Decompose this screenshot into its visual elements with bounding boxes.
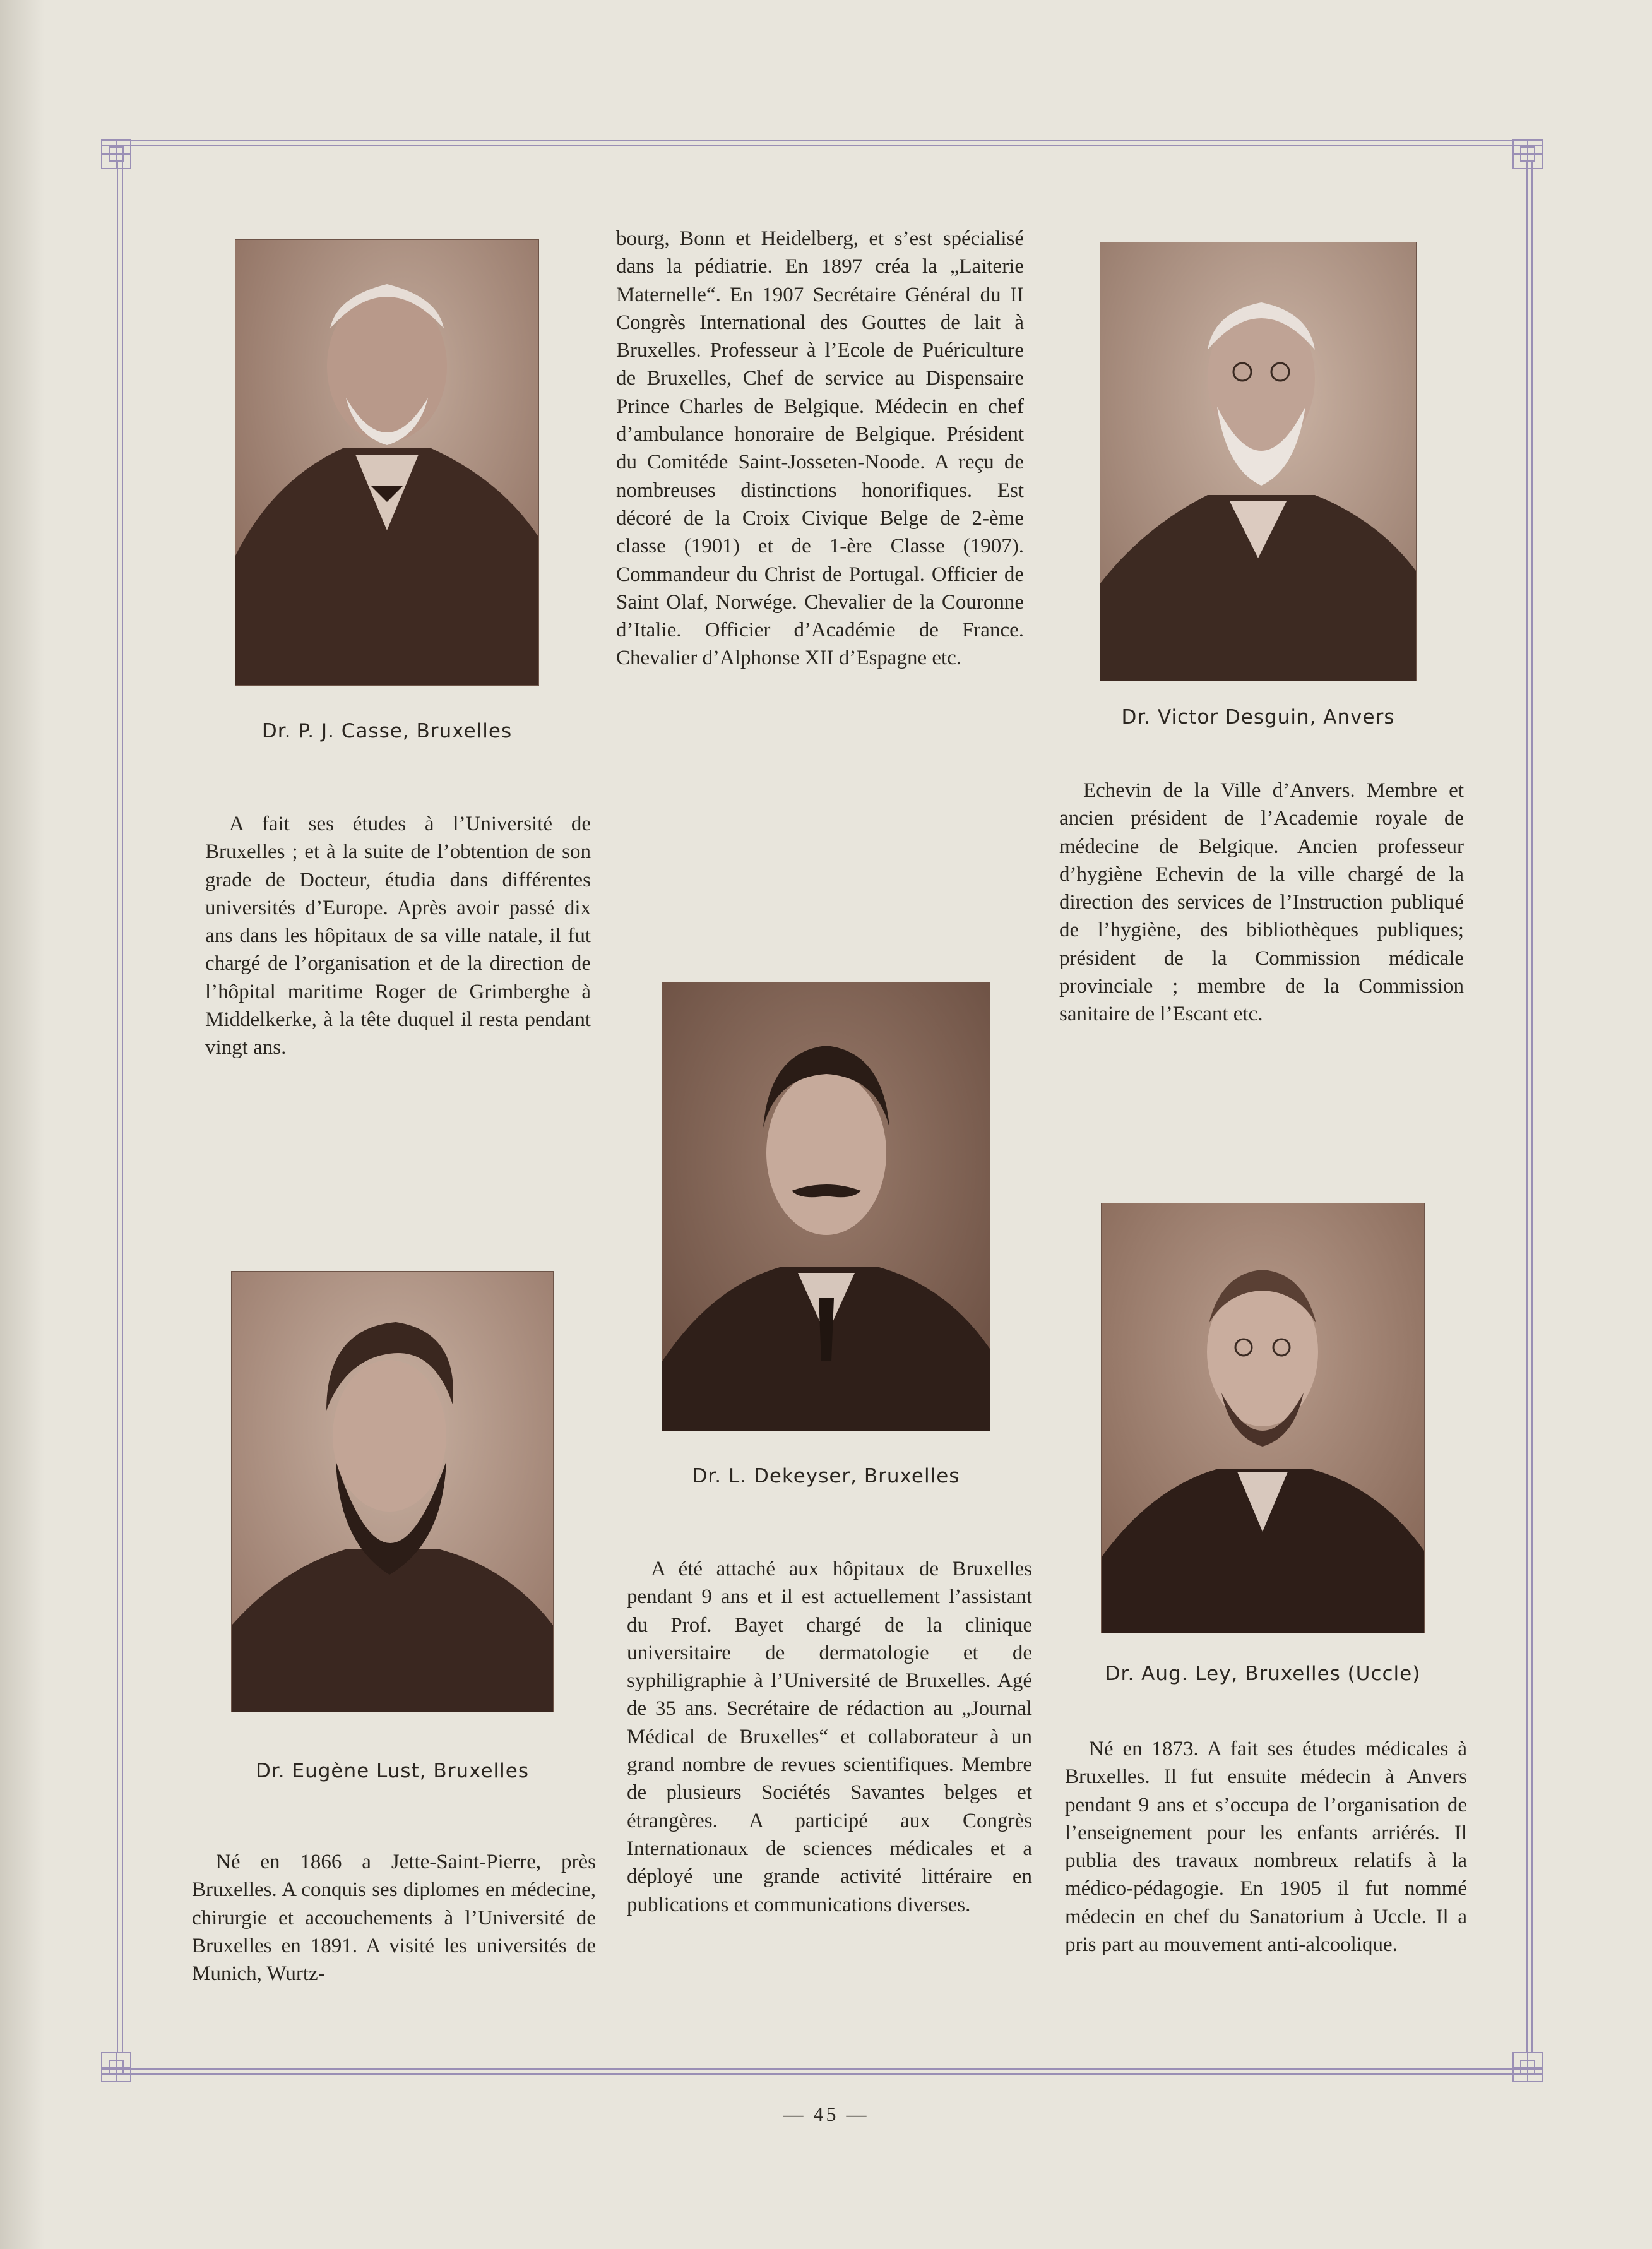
caption-desguin: Dr. Victor Desguin, Anvers xyxy=(1121,706,1395,729)
portrait-photo-desguin xyxy=(1100,242,1416,681)
page-number: — 45 — xyxy=(783,2103,869,2125)
bio-text-dekeyser: A été attaché aux hôpitaux de Bruxelles pendant 9 ans et il est actuellement l’assistant du Prof. Bayet chargé de la clinique universitaire de dermatologie et de syphiligraphie à l’Université de Bruxelles. Agé de 35 ans. Secrétaire de rédaction au „Journal Médical de Bruxelles“ et collaborateur à un grand nombre de revues scientifiques. Membre de plusieurs Sociétés Savantes belges et étrangères. A participé aux Congrès Internationaux de sciences médicales et a déployé une grande activité littéraire en publications et communications diverses. xyxy=(627,1558,1032,1916)
frame-corner-ornament xyxy=(101,2052,131,2082)
portrait-photo-ley xyxy=(1102,1203,1424,1633)
page-edge-shadow xyxy=(0,0,44,2249)
caption-casse: Dr. P. J. Casse, Bruxelles xyxy=(261,720,513,743)
portrait-photo-casse xyxy=(235,240,538,685)
portrait-photo-dekeyser xyxy=(662,982,990,1431)
caption-ley: Dr. Aug. Ley, Bruxelles (Uccle) xyxy=(1105,1662,1421,1685)
frame-corner-ornament xyxy=(101,139,131,169)
caption-lust: Dr. Eugène Lust, Bruxelles xyxy=(256,1760,529,1782)
caption-dekeyser: Dr. L. Dekeyser, Bruxelles xyxy=(692,1465,960,1488)
portrait-photo-lust xyxy=(232,1272,553,1712)
bio-text-lust: Né en 1866 a Jette-Saint-Pierre, près Bruxelles. A conquis ses diplomes en médecine, chirurgie et accouchements à l’Université de Bruxelles en 1891. A visité les universités de Munich, Wurtz- xyxy=(192,1851,596,1986)
bio-text-lust-continued: bourg, Bonn et Heidelberg, et s’est spécialisé dans la pédiatrie. En 1897 créa la „Laiterie Maternelle“. En 1907 Secrétaire Général du II Congrès International des Gouttes de lait à Bruxelles. Professeur à l’Ecole de Puériculture de Bruxelles, Chef de service au Dispensaire Prince Charles de Belgique. Médecin en chef d’ambulance honoraire de Belgique. Président du Comitéde Saint-Josseten-Noode. A reçu de nombreuses distinctions honorifiques. Est décoré de la Croix Civique Belge de 2-ème classe (1901) et de 1-ère Classe (1907). Commandeur du Christ de Portugal. Officier de Saint Olaf, Norwége. Chevalier de la Couronne d’Italie. Officier d’Académie de France. Chevalier d’Alphonse XII d’Espagne etc. xyxy=(616,227,1024,670)
frame-corner-ornament xyxy=(1512,139,1543,169)
bio-text-casse: A fait ses études à l’Université de Bruxelles ; et à la suite de l’obtention de son grade de Docteur, étudia dans différentes universités d’Europe. Après avoir passé dix ans dans les hôpitaux de sa ville natale, il fut chargé de l’organisation et de la direction de l’hôpital maritime Roger de Grimberghe à Middelkerke, à la tête duquel il resta pendant vingt ans. xyxy=(205,813,591,1059)
frame-corner-ornament xyxy=(1512,2052,1543,2082)
bio-text-ley: Né en 1873. A fait ses études médicales à Bruxelles. Il fut ensuite médecin à Anvers pendant 9 ans et s’occupa de l’organisation de l’enseignement pour les enfants arriérés. Il publia des travaux nombreux relatifs à la médico-pédagogie. En 1905 il fut nommé médecin en chef du Sanatorium à Uccle. Il a pris part au mouvement anti-alcoolique. xyxy=(1065,1738,1467,1957)
bio-text-desguin: Echevin de la Ville d’Anvers. Membre et ancien président de l’Academie royale de médecine de Belgique. Ancien professeur d’hygiène Echevin de la ville chargé de la direction des services de l’Instruction publiqué de l’hygiène, des bibliothèques publiques; président de la Commission médicale provinciale ; membre de la Commission sanitaire de l’Escant etc. xyxy=(1059,779,1464,1026)
